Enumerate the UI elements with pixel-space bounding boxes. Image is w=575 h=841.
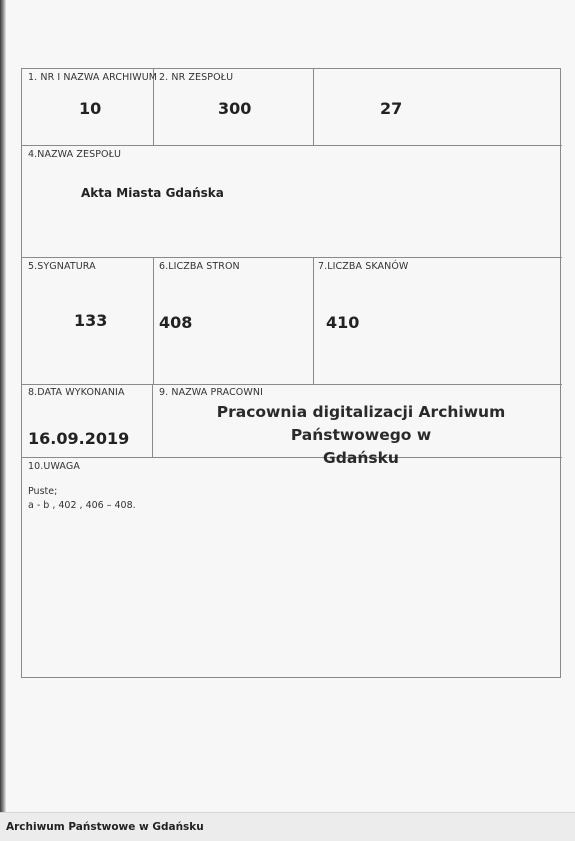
col-divider <box>313 257 314 384</box>
pracownia-line-2: Gdańsku <box>323 449 399 467</box>
pracownia-label: 9. NAZWA PRACOWNI <box>159 387 263 398</box>
nazwa-zespolu-label: 4.NAZWA ZESPOŁU <box>28 149 122 160</box>
archiwum-value: 10 <box>79 99 102 118</box>
col-divider <box>313 69 314 145</box>
nazwa-zespolu-value: Akta Miasta Gdańska <box>81 186 224 200</box>
row-divider <box>22 384 562 385</box>
data-wykonania-value: 16.09.2019 <box>28 429 130 448</box>
uwaga-line-1: Puste; <box>28 486 58 497</box>
row-divider <box>22 145 562 146</box>
sygnatura-label: 5.SYGNATURA <box>28 261 96 272</box>
sygnatura-value: 133 <box>74 311 108 330</box>
liczba-skanow-label: 7.LICZBA SKANÓW <box>318 261 409 272</box>
col-divider <box>153 257 154 384</box>
pracownia-line-1: Pracownia digitalizacji Archiwum Państwowego w <box>216 403 506 444</box>
uwaga-label: 10.UWAGA <box>28 461 80 472</box>
liczba-stron-label: 6.LICZBA STRON <box>159 261 240 272</box>
archiwum-label: 1. NR I NAZWA ARCHIWUM <box>28 72 158 83</box>
pracownia-value <box>160 401 562 470</box>
footer-archive-name: Archiwum Państwowe w Gdańsku <box>6 821 204 833</box>
data-wykonania-label: 8.DATA WYKONANIA <box>28 387 125 398</box>
liczba-stron-value: 408 <box>159 313 193 332</box>
archive-footer <box>0 812 575 841</box>
zespol-label: 2. NR ZESPOŁU <box>159 72 234 83</box>
zespol-extra-value: 27 <box>380 99 403 118</box>
page-edge-shadow <box>0 0 6 812</box>
liczba-skanow-value: 410 <box>326 313 360 332</box>
row-divider <box>22 257 562 258</box>
uwaga-line-2: a - b , 402 , 406 – 408. <box>28 500 136 511</box>
col-divider <box>152 384 153 457</box>
zespol-value: 300 <box>218 99 252 118</box>
metadata-form <box>21 68 561 678</box>
